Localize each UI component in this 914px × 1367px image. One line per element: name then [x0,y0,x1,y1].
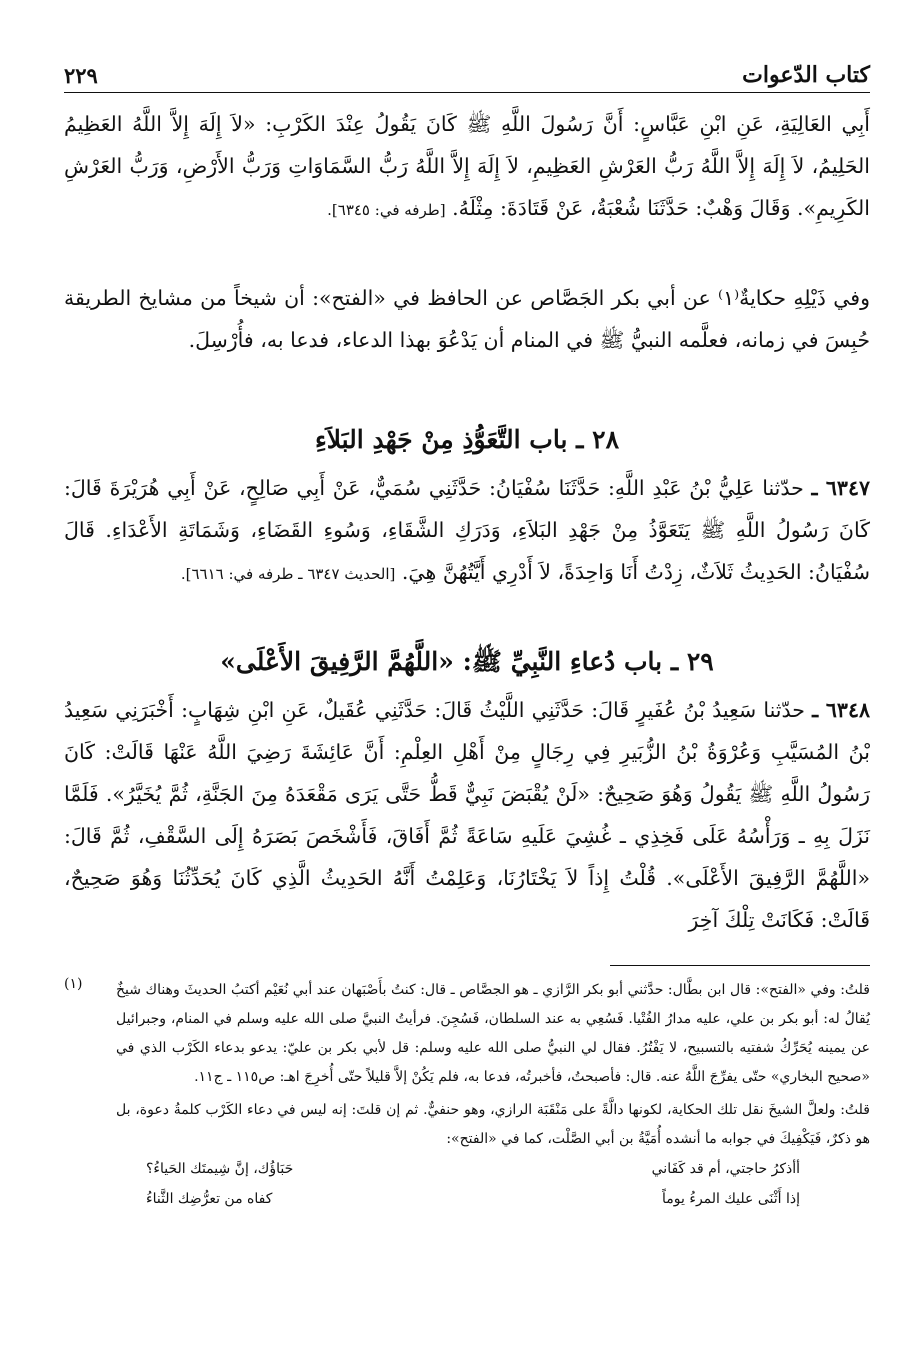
page-number: ٢٢٩ [64,63,98,88]
commentary-paragraph: وفي ذَيْلِهِ حكايةٌ⁽١⁾ عن أبي بكر الجَصَّاص عن الحافظ في «الفتح»: أن شيخاً من مشايخ الطريقة حُبِسَ في زمانه، فعلَّمه النبيُّ ﷺ في المنام أن يَدْعُوَ بهذا الدعاء، فدعا به، فأُرْسِلَ. [64,286,870,352]
cross-reference: [طرفه في: ٦٣٤٥]. [327,201,446,219]
hadith-6347 [64,467,870,635]
hadith-6348 [64,689,870,941]
hadith-continuation [64,103,870,271]
hadith-number: ٦٣٤٧ ـ [811,476,870,500]
footnote-paragraph-2: قلتُ: ولعلَّ الشيخَ نقل تلك الحكاية، لكونها دالَّةً على مَنْقَبَة الرازي، وهو حنفيٌّ. ثم إن قلتَ: إنه ليس في دعاء الكَرْب كلمةُ دعوة، بل هو ذكرٌ، فَيَكْفِيكَ في جوابه ما أنشده أُمَيَّةُ بن أبي الصَّلْت، كما في «الفتح»: [116,1102,870,1147]
verse-first-hemistich: إذا أَثْنَى عليك المرءُ يوماً [662,1191,800,1207]
chapter-heading-28: ٢٨ ـ باب التَّعَوُّذِ مِنْ جَهْدِ البَلاَءِ [314,425,620,454]
footnote-separator [610,965,870,966]
book-page [64,48,870,1214]
hadith-text: أَبِي العَالِيَةِ، عَنِ ابْنِ عَبَّاسٍ: أَنَّ رَسُولَ اللَّهِ ﷺ كَانَ يَقُولُ عِنْدَ الكَرْبِ: «لاَ إِلَهَ إِلاَّ اللَّهُ العَظِيمُ الحَلِيمُ، لاَ إِلَهَ إِلاَّ اللَّهُ رَبُّ العَرْشِ العَظِيمِ، لاَ إِلَهَ إِلاَّ اللَّهُ رَبُّ السَّمَاوَاتِ وَرَبُّ الأَرْضِ، وَرَبُّ العَرْشِ الكَرِيمِ». وَقَالَ وَهْبٌ: حَدَّثَنَا شُعْبَةُ، عَنْ قَتَادَةَ: مِثْلَهُ. [64,112,870,220]
poem [116,1154,870,1214]
verse-second-hemistich: كفاه من تعرُّضِك الثَّناءُ [146,1191,273,1207]
hadith-number: ٦٣٤٨ ـ [812,698,870,722]
poem-verse [116,1184,870,1214]
cross-reference: [الحديث ٦٣٤٧ ـ طرفه في: ٦٦١٦]. [180,565,396,583]
running-header [64,48,870,93]
verse-first-hemistich: أأذكرُ حاجتي، أم قد كَفَاني [651,1161,800,1177]
footnote-marker: (١) [64,976,83,992]
book-title: كتاب الدّعوات [742,62,870,88]
hadith-text: حدّثنا سَعِيدُ بْنُ عُفَيرٍ قَالَ: حَدَّثَنِي اللَّيْثُ قَالَ: حَدَّثَنِي عُقَيلٌ، عَنِ ابْنِ شِهَابٍ: أَخْبَرَنِي سَعِيدُ بْنُ المُسَيَّبِ وَعُرْوَةُ بْنُ الزُّبَيرِ فِي رِجَالٍ مِنْ أَهْلِ العِلْمِ: أَنَّ عَائِشَةَ رَضِيَ اللَّهُ عَنْهَا قَالَتْ: كَانَ رَسُولُ اللَّهِ ﷺ يَقُولُ وَهُوَ صَحِيحٌ: «لَنْ يُقْبَضَ نَبِيٌّ قَطُّ حَتَّى يَرَى مَقْعَدَهُ مِنَ الجَنَّةِ، ثُمَّ يُخَيَّرُ». فَلَمَّا نَزَلَ بِهِ ـ وَرَأْسُهُ عَلَى فَخِذِي ـ غُشِيَ عَلَيهِ سَاعَةً ثُمَّ أَفَاقَ، فَأَشْخَصَ بَصَرَهُ إِلَى السَّقْفِ، ثُمَّ قَالَ: «اللَّهُمَّ الرَّفِيقَ الأَعْلَى». قُلْتُ إِذاً لاَ يَخْتَارُنَا، وَعَلِمْتُ أَنَّهُ الحَدِيثُ الَّذِي كَانَ يُحَدِّثُنَا وَهُوَ صَحِيحٌ، قَالَتْ: فَكَانَتْ تِلْكَ آخِرَ [64,698,870,932]
chapter-heading-29: ٢٩ ـ باب دُعاءِ النَّبِيِّ ﷺ: «اللَّهُمَّ الرَّفِيقَ الأَعْلَى» [220,647,714,676]
hadith-text: حدّثنا عَلِيُّ بْنُ عَبْدِ اللَّهِ: حَدَّثَنَا سُفْيَانُ: حَدَّثَنِي سُمَيٌّ، عَنْ أَبِي صَالِحٍ، عَنْ أَبِي هُرَيْرَةَ قَالَ: كَانَ رَسُولُ اللَّهِ ﷺ يَتَعَوَّذُ مِنْ جَهْدِ البَلاَءِ، وَدَرَكِ الشَّقَاءِ، وَسُوءِ القَضَاءِ، وَشَمَاتَةِ الأَعْدَاءِ. قَالَ سُفْيَانُ: الحَدِيثُ ثَلاَثٌ، زِدْتُ أَنَا وَاحِدَةً، لاَ أَدْرِي أَيَّتُهُنَّ هِيَ. [64,476,870,584]
footnote-paragraph-1: قلتُ: وفي «الفتح»: قال ابن بطَّال: حدَّثني أبو بكر الرَّازي ـ هو الجصَّاص ـ قال: كنتُ بأَصْبَهان عند أبي نُعَيْم أكتبُ الحديثَ وهناك شيخٌ يُقالُ له: أبو بكر بن علي، عليه مدارُ الفُتْيا. فَسُعِي به عند السلطان، فَسُجِنَ. فرأيتُ النبيَّ صلى الله عليه وسلم في المنام، وجبرائيل عن يمينه يُحَرِّكُ شفتيه بالتسبيح، لا يَفْتُرُ. فقال لي النبيُّ صلى الله عليه وسلم: قل لأبي بكر بن عليّ: يدعو بدعاء الكَرْب الذي في «صحيح البخاري» حتّى يفرِّجَ اللَّهُ عنه. قال: فأصبحتُ، فأخبرتُه، فدعا به، فلم يَكُنْ إلاَّ قليلاً حتّى أُخرِجَ اهـ: ص١١٥ ـ ج١١. [116,982,870,1085]
footnote [64,976,870,1214]
poem-verse [116,1154,870,1184]
verse-second-hemistich: حَبَاؤُك، إنَّ شِيمتَك الحَياءُ؟ [146,1161,294,1177]
